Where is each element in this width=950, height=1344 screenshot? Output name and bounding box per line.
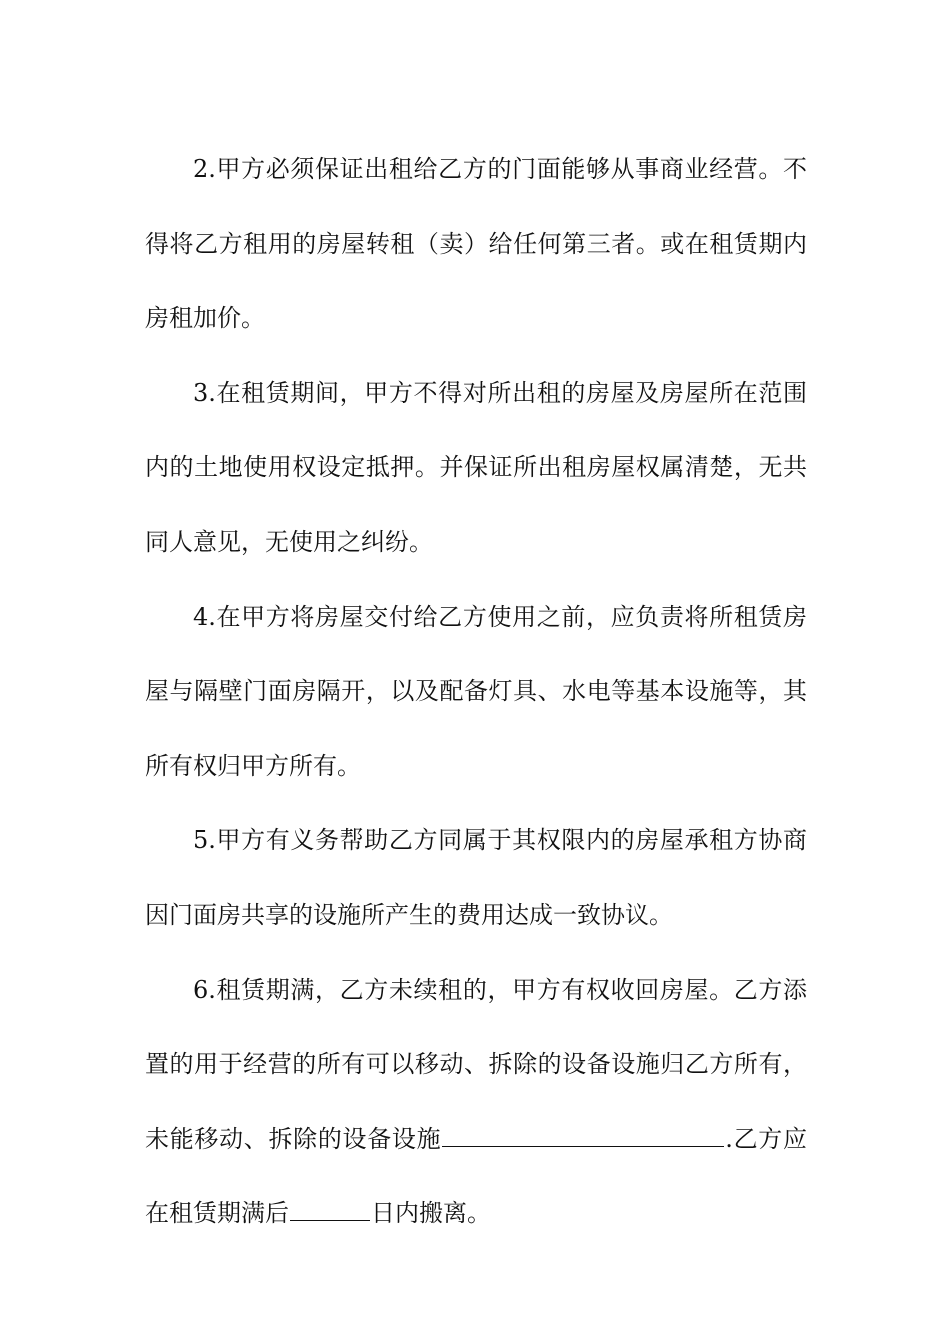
contract-text xyxy=(145,132,807,1251)
clause-6-part-b: .乙方应在租赁期满后 xyxy=(145,1124,807,1228)
clause-6-part-a: 6.租赁期满，乙方未续租的，甲方有权收回房屋。乙方添置的用于经营的所有可以移动、拆除的设备设施归乙方所有，未能移动、拆除的设备设施 xyxy=(145,975,807,1153)
clause-3: 3.在租赁期间，甲方不得对所出租的房屋及房屋所在范围内的土地使用权设定抵押。并保证所出租房屋权属清楚，无共同人意见，无使用之纠纷。 xyxy=(145,378,807,556)
clause-2: 2.甲方必须保证出租给乙方的门面能够从事商业经营。不得将乙方租用的房屋转租（卖）给任何第三者。或在租赁期内房租加价。 xyxy=(145,155,807,333)
clause-4: 4.在甲方将房屋交付给乙方使用之前，应负责将所租赁房屋与隔壁门面房隔开，以及配备灯具、水电等基本设施等，其所有权归甲方所有。 xyxy=(145,602,807,780)
fill-blank-equipment-disposal xyxy=(442,1124,724,1147)
clause-6-part-c: 日内搬离。 xyxy=(371,1199,491,1228)
fill-blank-move-out-days xyxy=(290,1198,370,1221)
clause-6 xyxy=(145,953,807,1251)
clause-5: 5.甲方有义务帮助乙方同属于其权限内的房屋承租方协商因门面房共享的设施所产生的费用达成一致协议。 xyxy=(145,826,807,929)
